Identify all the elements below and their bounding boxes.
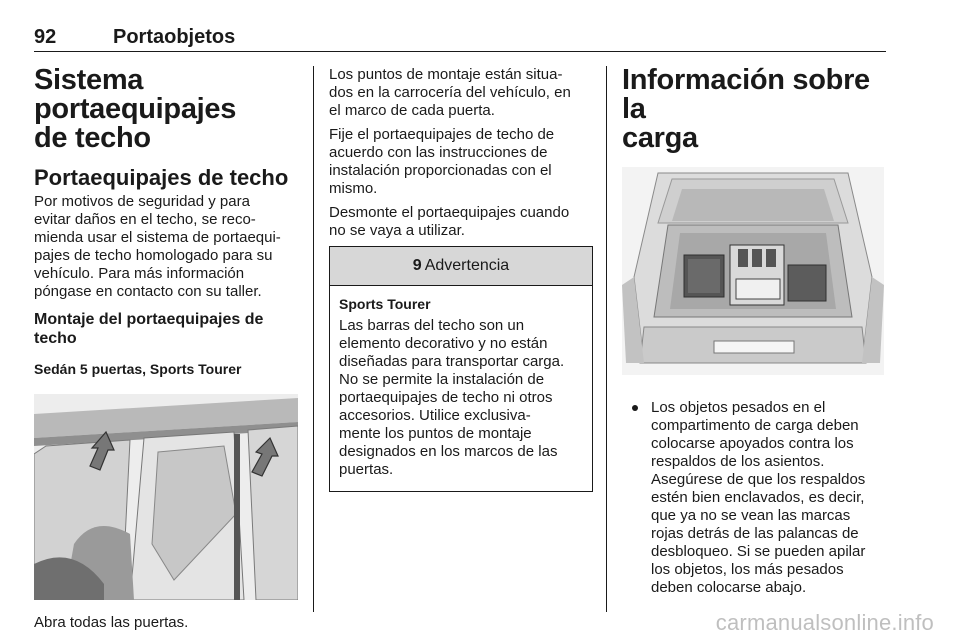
cargo-illustration xyxy=(622,167,884,375)
mounting-points-text: Los puntos de montaje están situa- dos en la carrocería del vehículo, en el marco de cada puerta. xyxy=(329,66,571,119)
warning-header xyxy=(330,247,592,286)
warning-box xyxy=(329,246,593,492)
variant-heading: Sedán 5 puertas, Sports Tourer xyxy=(34,361,242,377)
door-frame-svg xyxy=(34,394,298,600)
roof-rack-system-heading: Sistema portaequipajes de techo xyxy=(34,64,237,154)
column-middle xyxy=(329,66,593,492)
column-left xyxy=(34,66,302,632)
cargo-svg xyxy=(622,167,884,375)
header-rule xyxy=(34,51,886,52)
roof-rack-subheading: Portaequipajes de techo xyxy=(34,165,289,190)
warning-body xyxy=(330,286,592,491)
page-number: 92 xyxy=(34,26,57,48)
attach-instructions-text: Fije el portaequipajes de techo de acuerdo con las instrucciones de instalación proporcionadas con el mismo. xyxy=(329,126,555,197)
warning-icon: 9 xyxy=(412,257,422,274)
load-bullet-item xyxy=(622,399,888,597)
remove-rack-text: Desmonte el portaequipajes cuando no se vaya a utilizar. xyxy=(329,204,570,239)
figure-caption: Abra todas las puertas. xyxy=(34,614,189,631)
column-divider-1 xyxy=(313,66,314,612)
mounting-heading: Montaje del portaequipajes de techo xyxy=(34,311,264,347)
page-header xyxy=(34,26,886,52)
door-frame-illustration xyxy=(34,394,298,600)
warning-subtitle: Sports Tourer xyxy=(339,296,431,312)
watermark: carmanualsonline.info xyxy=(715,610,934,635)
roof-rack-intro: Por motivos de seguridad y para evitar daños en el techo, se reco- mienda usar el sistema de portaequi- pajes de techo homologado para su vehículo. Para más información póngase en contacto con su taller. xyxy=(34,193,281,300)
column-right xyxy=(622,66,888,597)
column-divider-2 xyxy=(606,66,607,612)
warning-text: Las barras del techo son un elemento decorativo y no están diseñadas para transportar carga. No se permite la instalación de portaequipajes de techo ni otros accesorios. Utilice exclusiva- mente los puntos de montaje designados en los marcos de las puertas. xyxy=(339,317,565,478)
load-info-heading: Información sobre la carga xyxy=(622,64,870,154)
warning-title: Advertencia xyxy=(424,257,510,274)
bullet-icon xyxy=(632,405,638,411)
section-title: Portaobjetos xyxy=(113,26,236,48)
load-bullet-text: Los objetos pesados en el compartimento de carga deben colocarse apoyados contra los respaldos de los asientos. Asegúrese de que los respaldos estén bien enclavados, es decir, que ya no se vean las marcas rojas detrás de las palancas de desbloqueo. Si se pueden apilar los objetos, los más pesados deben colocarse abajo. xyxy=(651,399,866,596)
